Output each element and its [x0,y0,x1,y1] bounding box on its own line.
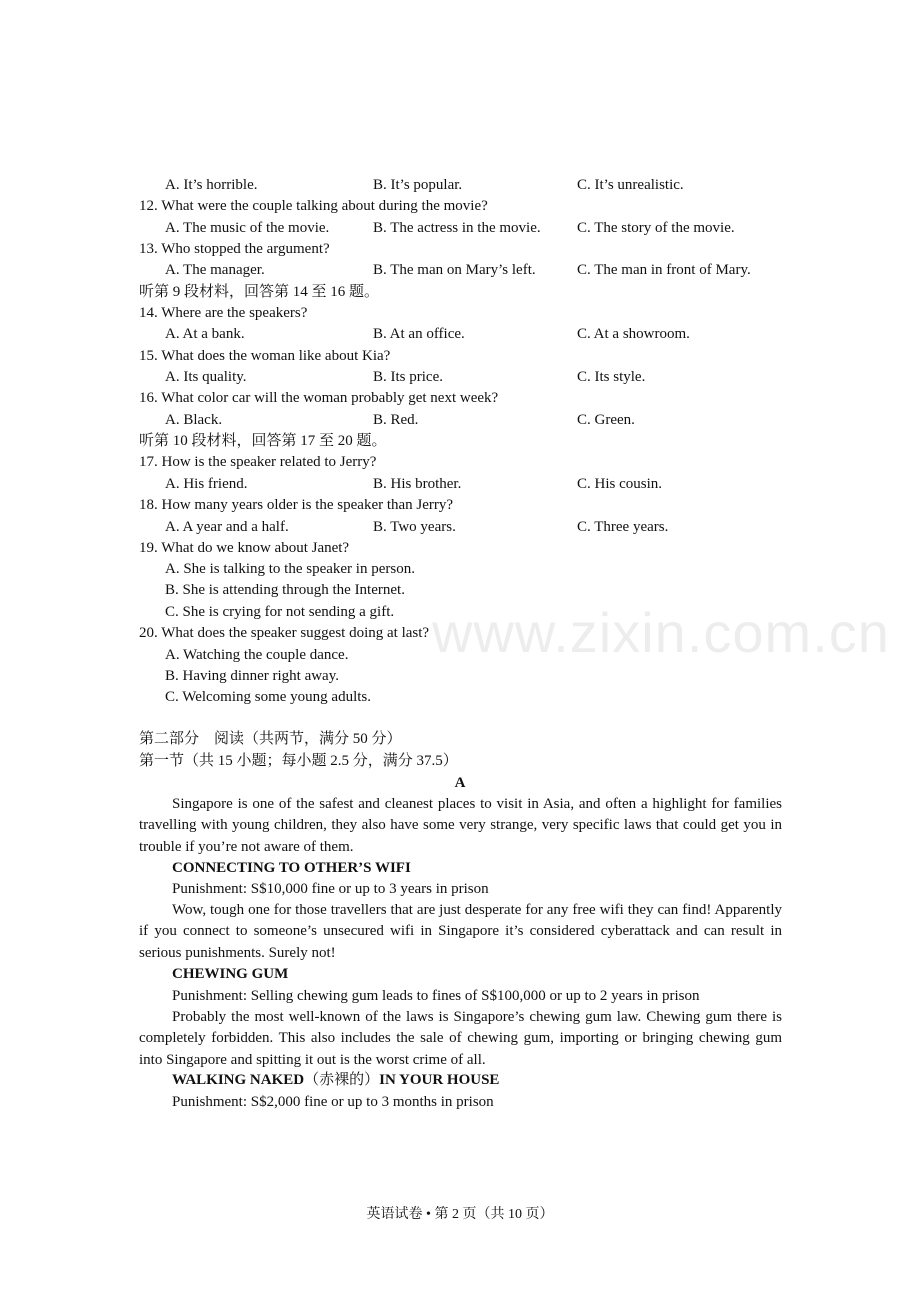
option: C. She is crying for not sending a gift. [165,604,395,620]
law-1-title: CONNECTING TO OTHER’S WIFI [172,860,411,876]
law-1-text: Wow, tough one for those travellers that are just desperate for any free wifi they can find! Apparently if you connect to someone’s unsecured wifi in Singapore it’s considered cyberattack and can result in serious punishments. Surely not! [139,902,782,961]
option: A. Its quality. [165,369,247,385]
passage-letter: A [454,775,466,791]
question-12: 12. What were the couple talking about during the movie? [139,198,488,214]
passage-intro: Singapore is one of the safest and cleanest places to visit in Asia, and often a highlight for families travelling with young children, they also have some very strange, very specific laws that could get you in trouble if you’re not aware of them. [139,796,782,855]
law-3-punishment: Punishment: S$2,000 fine or up to 3 months in prison [172,1094,494,1110]
law-2-text: Probably the most well-known of the laws is Singapore’s chewing gum law. Chewing gum there is completely forbidden. This also includes the sale of chewing gum, importing or bringing chewing gum into Singapore and spitting it out is the worst crime of all. [139,1009,782,1068]
question-14: 14. Where are the speakers? [139,305,308,321]
law-3-title-en-a: WALKING NAKED [172,1072,305,1088]
law-1-punishment: Punishment: S$10,000 fine or up to 3 years in prison [172,881,489,897]
option: C. Green. [577,412,635,428]
question-20: 20. What does the speaker suggest doing at last? [139,625,430,641]
section-10-instruction: 听第 10 段材料，回答第 17 至 20 题。 [139,433,387,449]
option: B. The actress in the movie. [373,220,541,236]
option: B. Its price. [373,369,443,385]
option: C. Its style. [577,369,646,385]
law-3-title-en-b: IN YOUR HOUSE [379,1072,500,1088]
option: B. Red. [373,412,419,428]
question-19: 19. What do we know about Janet? [139,540,350,556]
option: B. The man on Mary’s left. [373,262,536,278]
option: C. Three years. [577,519,669,535]
watermark: www.zixin.com.cn [432,601,890,664]
page-footer: 英语试卷 • 第 2 页（共 10 页） [366,1207,554,1222]
option: B. It’s popular. [373,177,463,193]
part-2-heading: 第二部分 阅读（共两节，满分 50 分） [139,731,402,747]
option: A. His friend. [165,476,248,492]
option: A. She is talking to the speaker in person. [165,561,415,577]
option: B. At an office. [373,326,465,342]
question-13: 13. Who stopped the argument? [139,241,330,257]
option: C. At a showroom. [577,326,690,342]
question-18: 18. How many years older is the speaker than Jerry? [139,497,454,513]
option: B. His brother. [373,476,462,492]
law-2-title: CHEWING GUM [172,966,289,982]
question-16: 16. What color car will the woman probably get next week? [139,390,499,406]
option: A. Black. [165,412,223,428]
option: C. It’s unrealistic. [577,177,684,193]
option: C. Welcoming some young adults. [165,689,372,705]
law-2-punishment: Punishment: Selling chewing gum leads to fines of S$100,000 or up to 2 years in prison [172,988,700,1004]
option: C. His cousin. [577,476,663,492]
option: B. Two years. [373,519,456,535]
option: A. The music of the movie. [165,220,330,236]
section-9-instruction: 听第 9 段材料，回答第 14 至 16 题。 [139,284,380,300]
option: A. A year and a half. [165,519,289,535]
option: A. The manager. [165,262,265,278]
option: C. The man in front of Mary. [577,262,751,278]
law-3-title [172,1070,499,1091]
option: C. The story of the movie. [577,220,735,236]
option: A. Watching the couple dance. [165,647,349,663]
question-17: 17. How is the speaker related to Jerry? [139,454,377,470]
option: A. At a bank. [165,326,245,342]
law-3-title-cn: （赤裸的） [304,1072,380,1088]
option: B. Having dinner right away. [165,668,339,684]
option: A. It’s horrible. [165,177,258,193]
option: B. She is attending through the Internet. [165,582,405,598]
part-2-section-1-heading: 第一节（共 15 小题；每小题 2.5 分，满分 37.5） [139,753,458,769]
question-15: 15. What does the woman like about Kia? [139,348,391,364]
